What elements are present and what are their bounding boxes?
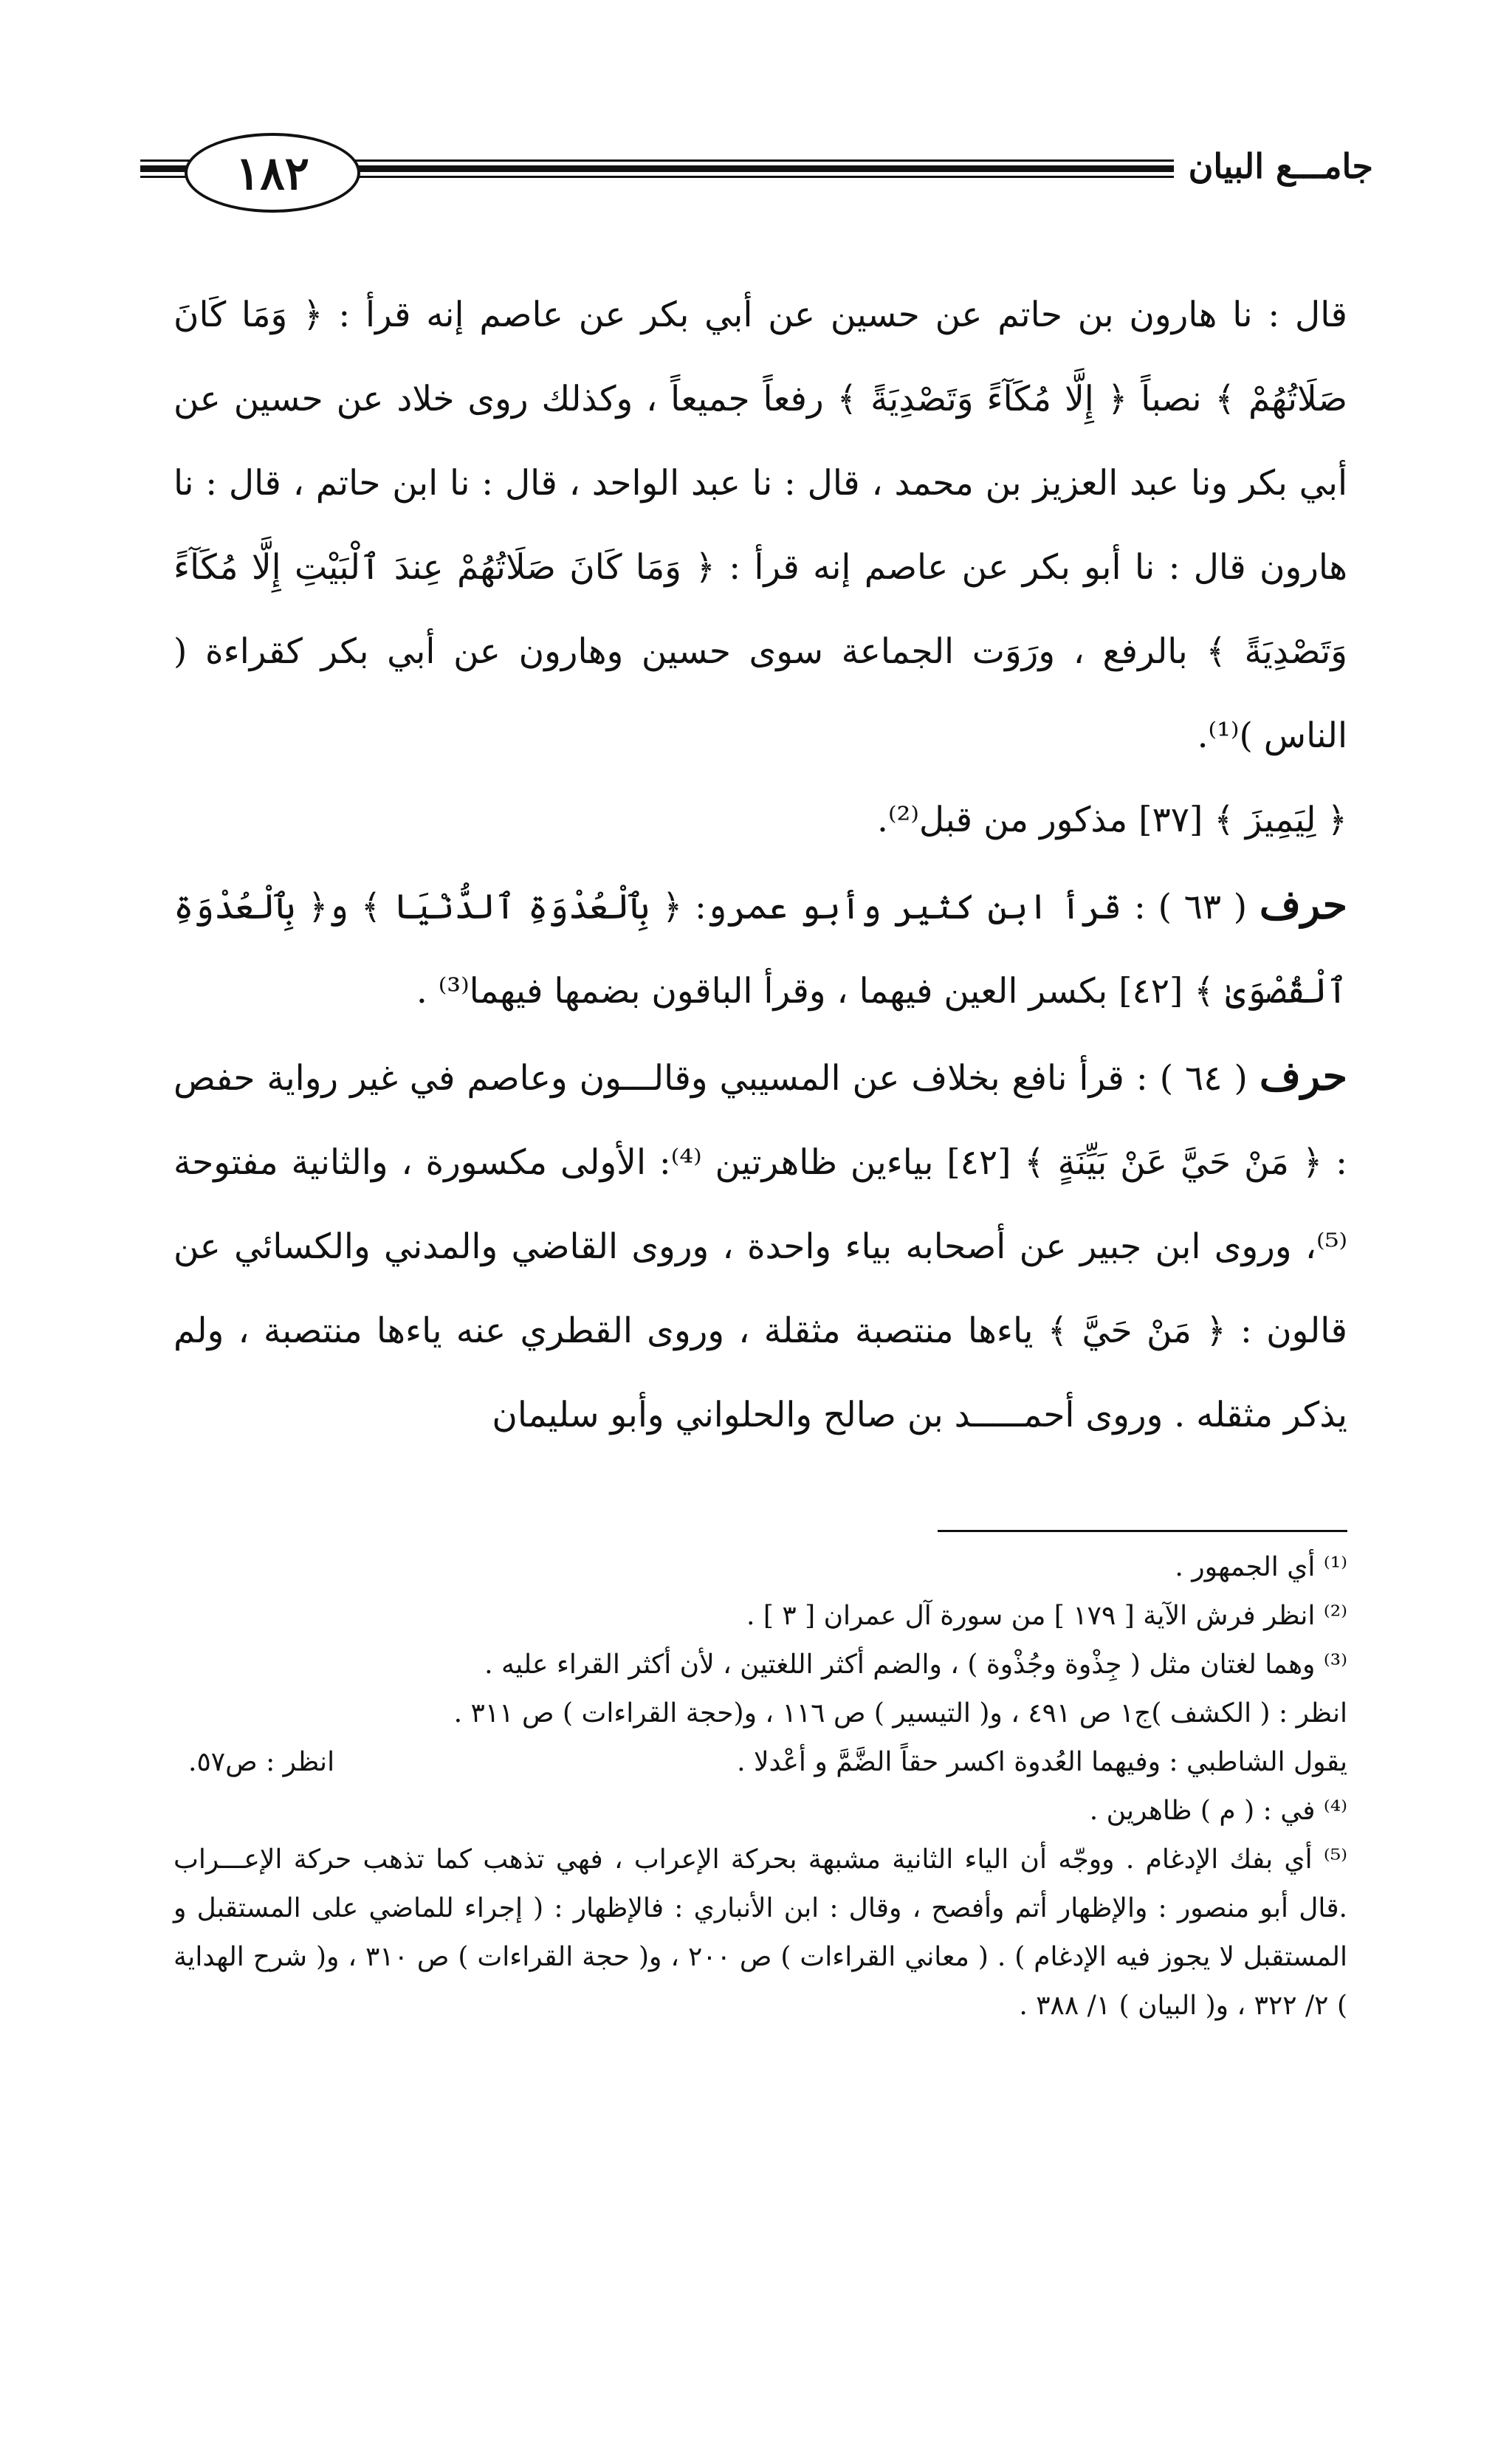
- harf-text: : قرأ ابن كثير وأبو عمرو:: [695, 887, 1146, 927]
- footnote-3-refs: انظر : ( الكشف )ج١ ص ٤٩١ ، و( التيسير ) ص ١١٦ ، و(حجة القراءات ) ص ٣١١ .: [453, 1698, 1347, 1729]
- footnote-3-verse-ref: انظر : ص٥٧.: [188, 1747, 335, 1777]
- page-header: [140, 133, 1373, 214]
- footnotes: [173, 1543, 1347, 2030]
- footnote-3-verse: [173, 1738, 1347, 1787]
- footnote-separator: [938, 1530, 1347, 1532]
- paragraph-2: ﴿ لِيَمِيزَ ﴾ [٣٧] مذكور من قبل⁽²⁾.: [877, 800, 1347, 840]
- paragraph-1: قال : نا هارون بن حاتم عن حسين عن أبي بكر عن عاصم إنه قرأ : ﴿ وَمَا كَانَ صَلَاتُهُمْ ﴾ نصباً ﴿ إِلَّا مُكَآءً وَتَصْدِيَةً ﴾ رفعاً جميعاً ، وكذلك روى خلاد عن حسين عن أبي بكر ونا عبد العزيز بن محمد ، قال : نا عبد الواحد ، قال : نا ابن حاتم ، قال : نا هارون قال : نا أبو بكر عن عاصم إنه قرأ : ﴿ وَمَا كَانَ صَلَاتُهُمْ عِندَ ٱلْبَيْتِ إِلَّا مُكَآءً وَتَصْدِيَةً ﴾ بالرفع ، ورَوَت الجماعة سوى حسين وهارون عن أبي بكر كقراءة ( الناس )⁽¹⁾.: [173, 295, 1347, 756]
- body-text: [173, 273, 1347, 1458]
- footnote-1: ⁽¹⁾ أي الجمهور .: [1175, 1552, 1347, 1582]
- running-head: جامـــع البيان: [1188, 146, 1373, 186]
- harf-label: حرف: [1259, 881, 1347, 928]
- footnote-3-verse-text: يقول الشاطبي : وفيهما العُدوة اكسر حقاً الضَّمَّ و أعْدلا .: [737, 1747, 1347, 1777]
- footnote-2: ⁽²⁾ انظر فرش الآية [ ١٧٩ ] من سورة آل عمران [ ٣ ] .: [746, 1601, 1347, 1631]
- harf-text: : قرأ نافع بخلاف عن المسيبي وقالـــون وعاصم في غير رواية حفص :: [173, 1058, 1347, 1183]
- footnote-5: ⁽⁵⁾ أي بفك الإدغام . ووجّه أن الياء الثانية مشبهة بحركة الإعراب ، فهي تذهب كما تذهب حركة الإعـــراب .قال أبو منصور : والإظهار أتم وأفصح ، وقال : ابن الأنباري : فالإظهار : ( إجراء للماضي على المستقبل و المستقبل لا يجوز فيه الإدغام ) . ( معاني القراءات ) ص ٢٠٠ ، و( حجة القراءات ) ص ٣١٠ ، و( شرح الهداية ) ٢/ ٣٢٢ ، و( البيان ) ١/ ٣٨٨ .: [173, 1844, 1347, 2021]
- paragraph-4: [173, 1034, 1347, 1458]
- paragraph-4-text: ﴿ مَنْ حَيَّ عَنْ بَيِّنَةٍ ﴾ [٤٢] بياءين ظاهرتين ⁽⁴⁾: الأولى مكسورة ، والثانية مفتوحة ⁽⁵⁾، وروى ابن جبير عن أصحابه بياء واحدة ، وروى القاضي والمدني والكسائي عن قالون : ﴿ مَنْ حَيَّ ﴾ ياءها منتصبة مثقلة ، وروى القطري عنه ياءها منتصبة ، ولم يذكر مثقله . وروى أحمـــــد بن صالح والحلواني وأبو سليمان: [173, 1142, 1347, 1435]
- paragraph-3: [173, 862, 1347, 1034]
- harf-number: ( ٦٤ ): [1159, 1058, 1248, 1099]
- footnote-4: ⁽⁴⁾ في : ( م ) ظاهرين .: [1089, 1796, 1347, 1826]
- footnote-3: ⁽³⁾ وهما لغتان مثل ( جِذْوة وجُذْوة ) ، والضم أكثر اللغتين ، لأن أكثر القراء عليه .: [484, 1649, 1347, 1680]
- paragraph-3-text: ﴿ بِٱلْعُدْوَةِ ٱلدُّنْيَا ﴾ و﴿ بِٱلْعُدْوَةِ ٱلْقُصْوَىٰ ﴾ [٤٢] بكسر العين فيهما ، وقرأ الباقون بضمها فيهما⁽³⁾ .: [173, 887, 1347, 1012]
- harf-label: حرف: [1259, 1052, 1347, 1099]
- harf-number: ( ٦٣ ): [1158, 887, 1248, 927]
- page-number: ١٨٢: [185, 133, 360, 213]
